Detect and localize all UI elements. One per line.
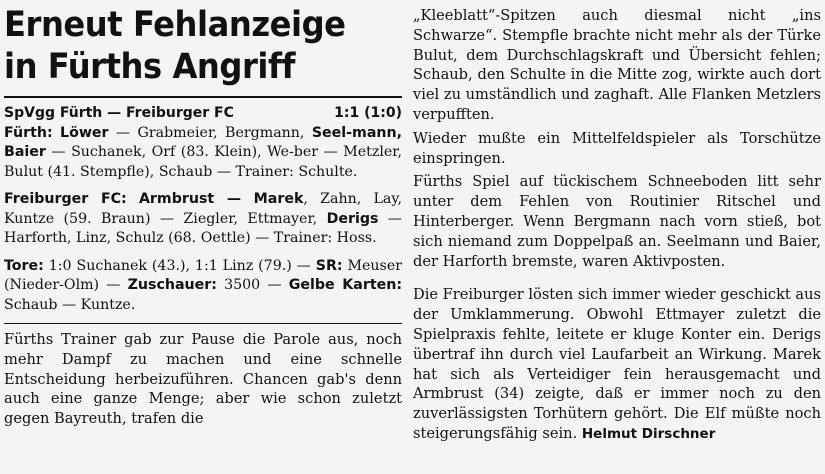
article-right-paragraph-4-text: Die Freiburger lösten sich immer wieder geschickt aus der Umklammerung. Obwohl Ettmayer zuletzt die Spielpraxis fehlte, leitete er kluge Konter ein. Derigs übertraf ihn durch viel Laufarbeit an Wirkung. Marek hat sich als Verteidiger fein herausgemacht und Armbrust (34) zeigte, daß er immer noch zu den zuverlässigsten Torhütern gehört. Die Elf müßte noch steigerungsfähig sein.	[413, 286, 822, 442]
match-facts: Tore: 1:0 Suchanek (43.), 1:1 Linz (79.) — SR: Meuser (Nieder-Olm) — Zuschauer: 3500 — Gelbe Karten: Schaub — Kuntze.	[4, 257, 402, 313]
article-right-paragraph-2: Wieder mußte ein Mittelfeldspieler als Torschütze einspringen.	[413, 129, 821, 167]
middle-rule	[4, 323, 402, 324]
right-column	[413, 6, 821, 445]
author-byline: Helmut Dirschner	[581, 425, 716, 442]
article-right-paragraph-1: „Kleeblatt“-Spitzen auch diesmal nicht „ins Schwarze“. Stempfle brachte nicht mehr als der Türke Bulut, dem Durchschlagskraft und Übersicht fehlen; Schaub, den Schulte in die Mitte zog, wirkte auch dort viel zu umständlich und zaghaft. Alle Flanken Metzlers verpufften.	[413, 7, 821, 123]
article-right-paragraph-3: Fürths Spiel auf tückischem Schneeboden litt sehr unter dem Fehlen von Routinier Ritschel und Hinterberger. Wenn Bergmann nach vorn stieß, bot sich niemand zum Doppelpaß an. Seelmann und Baier, der Harforth bremste, waren Aktivposten.	[413, 173, 821, 270]
lineup-fuerth	[4, 124, 402, 183]
match-teams: SpVgg Fürth — Freiburger FC	[4, 105, 234, 121]
lineup-freiburg-label: Freiburger FC:	[4, 191, 127, 207]
headline-line-2: in Fürths Angriff	[4, 47, 296, 87]
match-score: 1:1 (1:0)	[334, 105, 402, 121]
lineup-freiburg-players: Armbrust — Marek, Zahn, Lay, Kuntze (59. Braun) — Ziegler, Ettmayer, Derigs — Harforth, Linz, Schulz (68. Oettle) — Trainer: Hoss.	[4, 191, 402, 246]
article-right-paragraph-4	[413, 285, 821, 444]
article-left-paragraph: Fürths Trainer gab zur Pause die Parole aus, noch mehr Dampf zu machen und eine schnelle Entscheidung herbeizuführen. Chancen gab's denn auch eine ganze Menge; aber wie schon zuletzt gegen Bayreuth, trafen die	[4, 331, 402, 428]
left-column	[4, 4, 402, 429]
lineup-fuerth-label: Fürth:	[4, 124, 53, 141]
match-info-box	[4, 98, 402, 315]
headline	[4, 4, 370, 88]
headline-line-1: Erneut Fehlanzeige	[4, 5, 346, 45]
match-line	[4, 98, 402, 124]
lineup-freiburg	[4, 190, 402, 249]
lineup-fuerth-players: Löwer — Grabmeier, Bergmann, Seel-mann, Baier — Suchanek, Orf (83. Klein), We-ber — Metzler, Bulut (41. Stempfle), Schaub — Trainer: Schulte.	[4, 124, 402, 180]
